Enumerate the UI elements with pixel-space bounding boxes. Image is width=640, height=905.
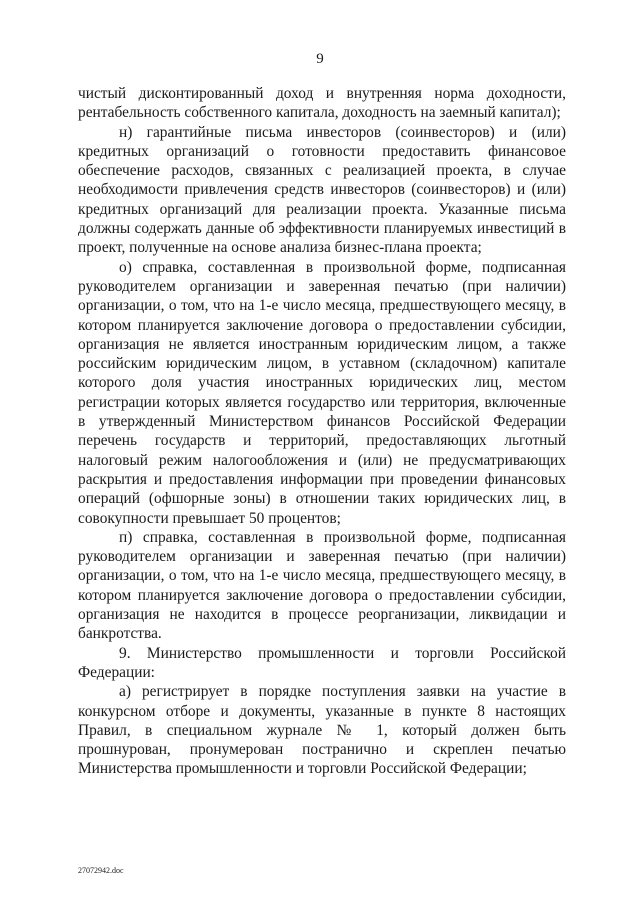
paragraph-item-a: а) регистрирует в порядке поступления заявки на участие в конкурсном отборе и документы, указанные в пункте 8 настоящих Правил, в специальном журнале № 1, который должен быть прошнурован, пронумерован постранично и скреплен печатью Министерства промышленности и торговли Российской Федерации;: [78, 683, 566, 778]
paragraph-item-p: п) справка, составленная в произвольной форме, подписанная руководителем организации и заверенная печатью (при наличии) организации, о том, что на 1-е число месяца, предшествующего месяцу, в котором планируется заключение договора о предоставлении субсидии, организация не находится в процессе реорганизации, ликвидации и банкротства.: [78, 528, 566, 643]
footer-file-name: 27072942.doc: [78, 866, 124, 875]
paragraph-item-o: о) справка, составленная в произвольной форме, подписанная руководителем организации и заверенная печатью (при наличии) организации, о том, что на 1-е число месяца, предшествующего месяцу, в котором планируется заключение договора о предоставлении субсидии, организация не является иностранным юридическим лицом, а также российским юридическим лицом, в уставном (складочном) капитале которого доля участия иностранных юридических лиц, местом регистрации которых является государство или территория, включенные в утвержденный Министерством финансов Российской Федерации перечень государств и территорий, предоставляющих льготный налоговый режим налогообложения и (или) не предусматривающих раскрытия и предоставления информации при проведении финансовых операций (офшорные зоны) в отношении таких юридических лиц, в совокупности превышает 50 процентов;: [78, 258, 566, 527]
page-number: 9: [316, 51, 324, 67]
paragraph-continuation: чистый дисконтированный доход и внутренняя норма доходности, рентабельность собственного капитала, доходность на заемный капитал);: [78, 85, 566, 122]
paragraph-section-9: 9. Министерство промышленности и торговли Российской Федерации:: [78, 644, 566, 681]
document-body: [78, 84, 566, 779]
paragraph-item-n: н) гарантийные письма инвесторов (соинвесторов) и (или) кредитных организаций о готовности предоставить финансовое обеспечение расходов, связанных с реализацией проекта, в случае необходимости привлечения средств инвесторов (соинвесторов) и (или) кредитных организаций для реализации проекта. Указанные письма должны содержать данные об эффективности планируемых инвестиций в проект, полученные на основе анализа бизнес-плана проекта;: [78, 123, 566, 257]
